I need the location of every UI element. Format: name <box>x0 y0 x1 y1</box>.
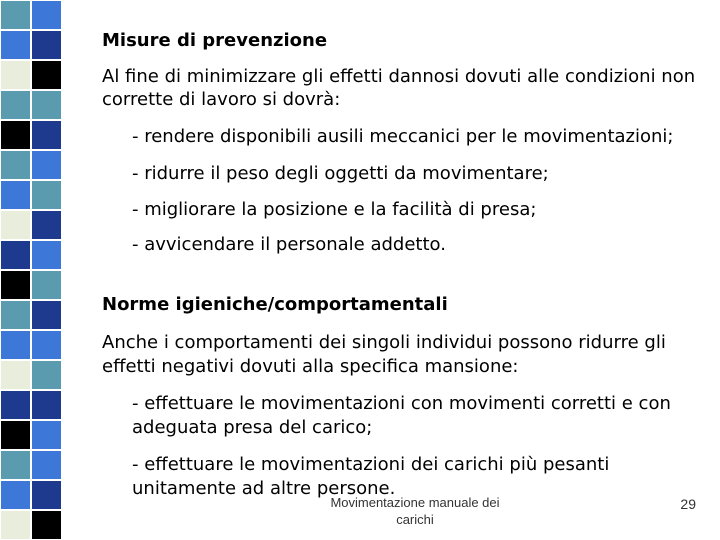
list-item: - effettuare le movimentazioni con movimenti corretti e con <box>132 393 671 414</box>
footer-title <box>270 494 560 528</box>
section-heading-prevention: Misure di prevenzione <box>102 30 328 51</box>
intro-line-2: corrette di lavoro si dovrà: <box>102 89 341 110</box>
intro-line-1: Al fine di minimizzare gli effetti dannosi dovuti alle condizioni non <box>102 66 696 87</box>
list-item: - rendere disponibili ausili meccanici per le movimentazioni; <box>132 126 674 147</box>
footer-line-1: Movimentazione manuale dei <box>330 495 500 510</box>
intro-line-2: effetti negativi dovuti alla specifica mansione: <box>102 356 519 377</box>
intro-line-1: Anche i comportamenti dei singoli individui possono ridurre gli <box>102 332 666 353</box>
list-item: - effettuare le movimentazioni dei carichi più pesanti <box>132 454 610 475</box>
footer-line-2: carichi <box>396 512 434 527</box>
page-number: 29 <box>680 496 696 512</box>
list-item-continuation: adeguata presa del carico; <box>132 417 373 438</box>
list-item: - ridurre il peso degli oggetti da movimentare; <box>132 163 549 184</box>
list-item: - migliorare la posizione e la facilità di presa; <box>132 199 537 220</box>
list-item-continuation: unitamente ad altre persone. <box>132 478 396 499</box>
section-heading-hygiene: Norme igieniche/comportamentali <box>102 294 448 315</box>
list-item: - avvicendare il personale addetto. <box>132 234 446 255</box>
